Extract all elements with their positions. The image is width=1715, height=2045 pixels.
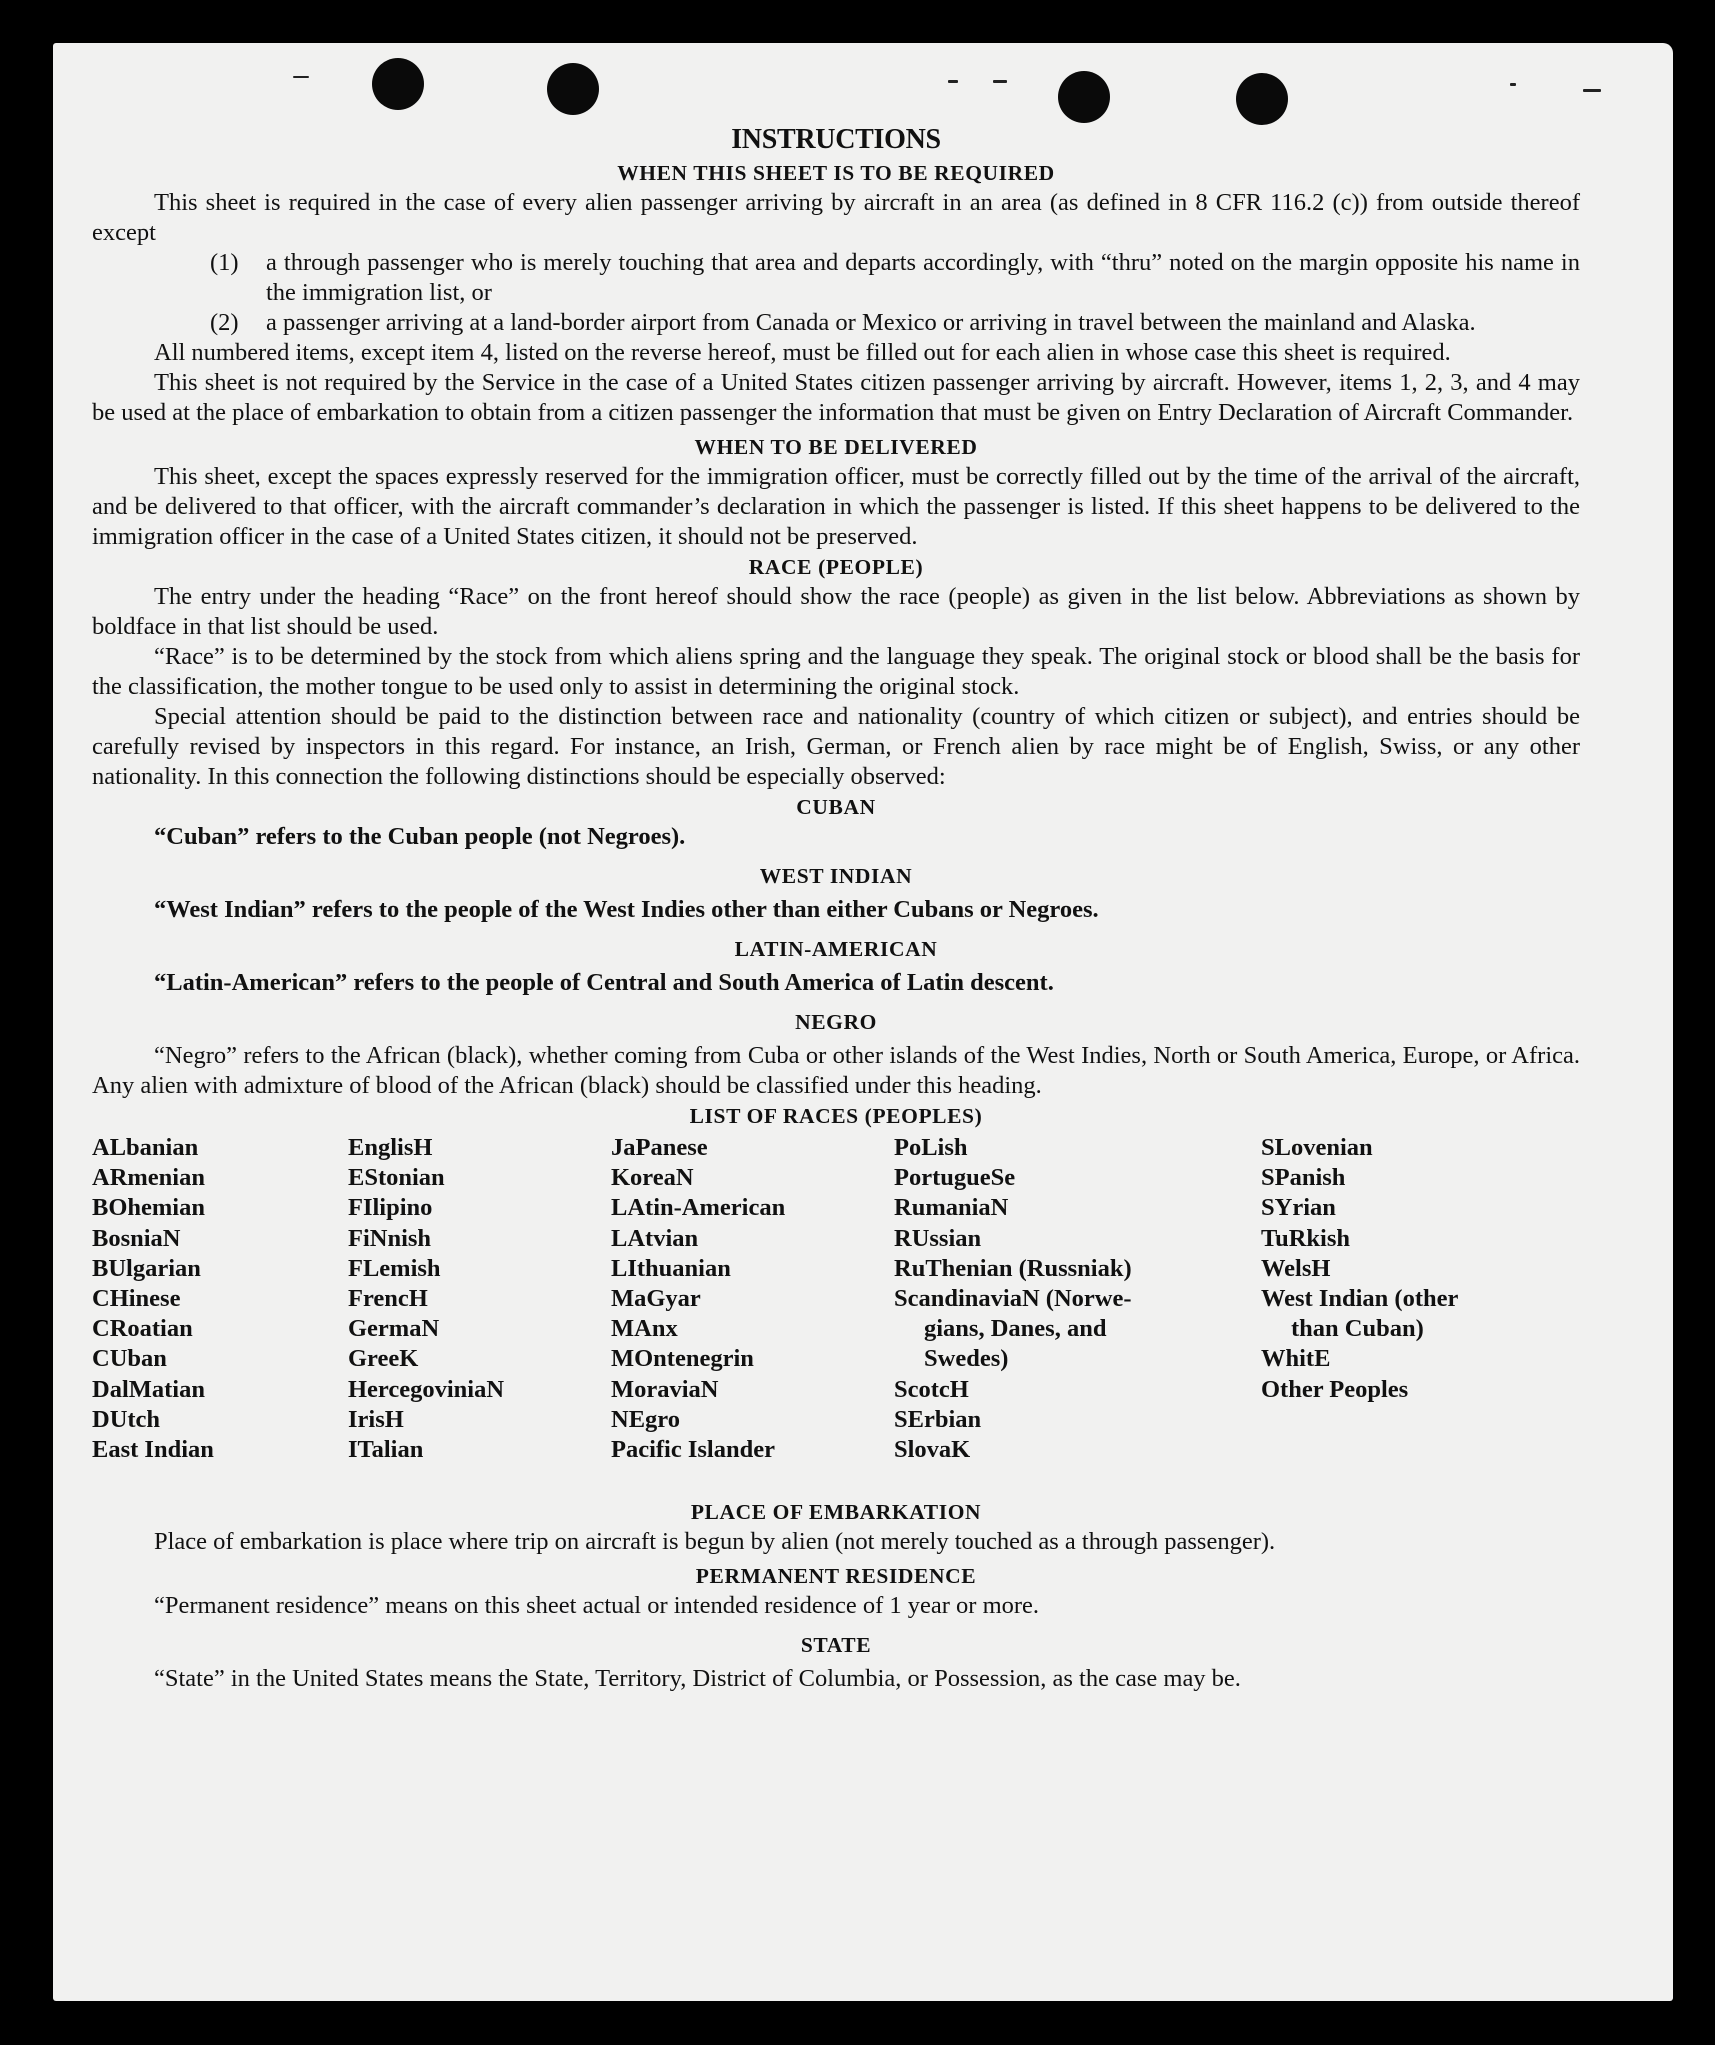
punch-hole	[547, 63, 599, 115]
race-entry: BUlgarian	[92, 1254, 201, 1282]
race-entry: BOhemian	[92, 1194, 205, 1222]
paragraph: This sheet, except the spaces expressly reserved for the immigration officer, must be correctly filled out by the time of the arrival of the aircraft, and be delivered to that officer, with the aircraft commander’s declaration in which the passenger is listed. If this sheet happens to be delivered to the immigration officer in the case of a United States citizen, it should not be preserved.	[92, 463, 1580, 550]
definition: “Cuban” refers to the Cuban people (not Negroes).	[154, 823, 686, 850]
race-entry: Pacific Islander	[611, 1436, 775, 1464]
race-entry: MOntenegrin	[611, 1345, 754, 1373]
race-entry: than Cuban)	[1291, 1315, 1424, 1343]
race-entry: SErbian	[894, 1405, 982, 1433]
race-column	[1261, 1133, 1581, 1405]
section-heading: PERMANENT RESIDENCE	[695, 1564, 977, 1588]
definition: “Latin-American” refers to the people of Central and South America of Latin descent.	[154, 969, 1054, 996]
paragraph: Place of embarkation is place where trip on aircraft is begun by alien (not merely touched as a through passenger).	[154, 1528, 1276, 1555]
race-entry: ScotcH	[894, 1375, 969, 1403]
race-entry: GreeK	[348, 1345, 419, 1373]
section-heading: NEGRO	[795, 1010, 877, 1034]
race-entry: MaGyar	[611, 1285, 701, 1313]
race-entry: CHinese	[92, 1285, 181, 1313]
race-entry: EnglisH	[348, 1134, 433, 1161]
race-entry: BosniaN	[92, 1224, 181, 1252]
race-entry: TuRkish	[1261, 1224, 1351, 1252]
race-entry: CRoatian	[92, 1315, 193, 1343]
race-entry: NEgro	[611, 1405, 680, 1433]
race-entry: KoreaN	[611, 1164, 694, 1192]
section-heading: CUBAN	[796, 795, 876, 819]
race-entry: ITalian	[348, 1436, 424, 1464]
section-heading: WHEN TO BE DELIVERED	[694, 435, 978, 459]
race-list	[92, 1133, 1580, 1497]
item-text: a through passenger who is merely touching that area and departs accordingly, with “thru” noted on the margin opposite his name in the immigration list, or	[266, 249, 1580, 306]
race-entry: IrisH	[348, 1405, 404, 1433]
race-entry: DUtch	[92, 1405, 161, 1433]
race-entry: SPanish	[1261, 1164, 1346, 1192]
punch-hole	[1058, 71, 1110, 123]
race-entry: RUssian	[894, 1224, 982, 1252]
race-entry: WelsH	[1261, 1254, 1331, 1282]
race-entry: LAtvian	[611, 1224, 699, 1252]
race-entry: RuThenian (Russniak)	[894, 1254, 1132, 1282]
section-heading: LIST OF RACES (PEOPLES)	[689, 1104, 983, 1128]
section-heading: STATE	[800, 1633, 872, 1657]
paper-mark	[293, 76, 309, 78]
item-text: a passenger arriving at a land-border airport from Canada or Mexico or arriving in travel between the mainland and Alaska.	[266, 309, 1476, 336]
race-column	[894, 1133, 1182, 1465]
paragraph: “Race” is to be determined by the stock from which aliens spring and the language they speak. The original stock or blood shall be the basis for the classification, the mother tongue to be used only to assist in determining the original stock.	[92, 643, 1580, 700]
race-entry: RumaniaN	[894, 1194, 1009, 1222]
race-entry: MAnx	[611, 1315, 678, 1343]
race-entry: FiNnish	[348, 1224, 432, 1252]
paper-mark	[948, 80, 958, 83]
section-heading: WEST INDIAN	[759, 864, 913, 888]
race-entry: EStonian	[348, 1164, 445, 1192]
race-entry: HercegoviniaN	[348, 1375, 505, 1403]
race-entry: East Indian	[92, 1436, 214, 1464]
race-column	[611, 1133, 785, 1465]
paragraph: “Negro” refers to the African (black), whether coming from Cuba or other islands of the West Indies, North or South America, Europe, or Africa. Any alien with admixture of blood of the African (black) should be classified under this heading.	[92, 1042, 1580, 1099]
race-entry: FLemish	[348, 1254, 441, 1282]
race-entry: SlovaK	[894, 1436, 971, 1464]
race-entry: gians, Danes, and	[924, 1315, 1107, 1343]
instructions-content	[92, 122, 1580, 1694]
definition: “West Indian” refers to the people of the West Indies other than either Cubans or Negroes.	[154, 896, 1099, 923]
race-entry: CUban	[92, 1345, 167, 1373]
item-number: (2)	[210, 309, 239, 336]
punch-hole	[372, 58, 424, 110]
race-entry: ARmenian	[92, 1164, 205, 1192]
race-entry: MoraviaN	[611, 1375, 719, 1403]
paragraph: The entry under the heading “Race” on the front hereof should show the race (people) as given in the list below. Abbreviations as shown by boldface in that list should be used.	[92, 583, 1580, 640]
punch-hole	[1236, 73, 1288, 125]
paper-mark	[1583, 89, 1601, 92]
race-entry: Swedes)	[924, 1345, 1009, 1373]
race-entry: JaPanese	[611, 1134, 708, 1161]
item-number: (1)	[210, 249, 239, 276]
race-entry: WhitE	[1261, 1345, 1331, 1373]
paragraph: “State” in the United States means the State, Territory, District of Columbia, or Possession, as the case may be.	[154, 1665, 1241, 1692]
race-column	[348, 1133, 504, 1465]
race-entry: GermaN	[348, 1315, 440, 1343]
race-entry: LAtin-American	[611, 1194, 786, 1222]
page-title: INSTRUCTIONS	[731, 124, 941, 155]
numbered-item	[92, 248, 1580, 308]
race-entry: ScandinaviaN (Norwe-	[894, 1285, 1132, 1313]
race-entry: ALbanian	[92, 1134, 199, 1161]
section-heading: WHEN THIS SHEET IS TO BE REQUIRED	[617, 161, 1055, 185]
race-entry: Other Peoples	[1261, 1375, 1409, 1403]
race-entry: PortugueSe	[894, 1164, 1016, 1192]
race-entry: DalMatian	[92, 1375, 205, 1403]
paragraph: “Permanent residence” means on this sheet actual or intended residence of 1 year or more.	[154, 1592, 1040, 1619]
race-column	[92, 1133, 214, 1465]
paragraph: Special attention should be paid to the distinction between race and nationality (country of which citizen or subject), and entries should be carefully revised by inspectors in this regard. For instance, an Irish, German, or French alien by race might be of English, Swiss, or any other nationality. In this connection the following distinctions should be especially observed:	[92, 703, 1580, 790]
section-heading: RACE (PEOPLE)	[748, 555, 924, 579]
race-entry: West Indian (other	[1261, 1285, 1459, 1313]
paragraph: This sheet is not required by the Service in the case of a United States citizen passenger arriving by aircraft. However, items 1, 2, 3, and 4 may be used at the place of embarkation to obtain from a citizen passenger the information that must be given on Entry Declaration of Aircraft Commander.	[92, 369, 1580, 426]
paper-mark	[993, 80, 1007, 83]
section-heading: LATIN-AMERICAN	[734, 937, 938, 961]
paragraph: This sheet is required in the case of every alien passenger arriving by aircraft in an area (as defined in 8 CFR 116.2 (c)) from outside thereof except	[92, 189, 1580, 246]
numbered-item	[92, 308, 1580, 338]
race-entry: PoLish	[894, 1134, 968, 1161]
race-entry: LIthuanian	[611, 1254, 731, 1282]
race-entry: FrencH	[348, 1285, 428, 1313]
paper-mark	[1510, 83, 1516, 86]
section-heading: PLACE OF EMBARKATION	[690, 1500, 982, 1524]
race-entry: SLovenian	[1261, 1134, 1373, 1161]
paragraph: All numbered items, except item 4, listed on the reverse hereof, must be filled out for each alien in whose case this sheet is required.	[154, 339, 1451, 366]
race-entry: SYrian	[1261, 1194, 1336, 1222]
race-entry: FIlipino	[348, 1194, 433, 1222]
